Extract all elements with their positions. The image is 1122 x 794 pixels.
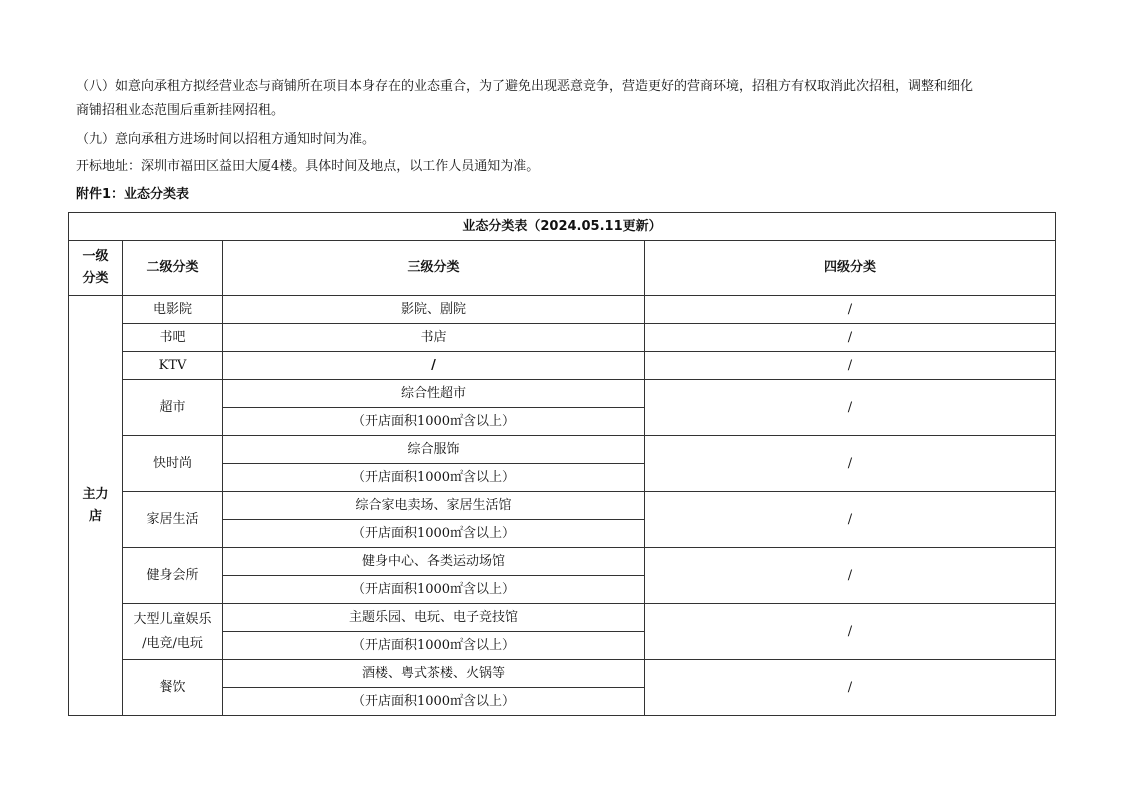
level2-cell: 超市	[123, 380, 223, 436]
level4-cell: /	[645, 492, 1056, 548]
level4-cell: /	[645, 548, 1056, 604]
table-row	[69, 296, 1056, 324]
level2-cell: 餐饮	[123, 660, 223, 716]
level3-note-cell: （开店面积1000㎡含以上）	[223, 632, 645, 660]
table-row	[69, 436, 1056, 464]
header-level1-line1: 一级	[82, 249, 109, 264]
level3-note-cell: （开店面积1000㎡含以上）	[223, 520, 645, 548]
table-row	[69, 604, 1056, 632]
header-level1	[69, 241, 123, 296]
level4-cell: /	[645, 380, 1056, 436]
level4-cell: /	[645, 324, 1056, 352]
level1-anchor-store	[69, 296, 123, 716]
level4-cell: /	[645, 660, 1056, 716]
level3-cell: 综合服饰	[223, 436, 645, 464]
level2-cell	[123, 604, 223, 660]
level3-cell: /	[223, 352, 645, 380]
level3-note-cell: （开店面积1000㎡含以上）	[223, 576, 645, 604]
level1-value-line1: 主力	[82, 486, 109, 502]
level4-cell: /	[645, 436, 1056, 492]
level4-cell: /	[645, 604, 1056, 660]
level2-line2: /电竞/电玩	[142, 635, 203, 651]
table-row	[69, 548, 1056, 576]
level2-cell: 家居生活	[123, 492, 223, 548]
header-level1-line2: 分类	[82, 271, 109, 286]
level3-note-cell: （开店面积1000㎡含以上）	[223, 688, 645, 716]
table-row	[69, 352, 1056, 380]
header-level3: 三级分类	[223, 241, 645, 296]
header-level2: 二级分类	[123, 241, 223, 296]
table-row	[69, 492, 1056, 520]
level3-cell: 书店	[223, 324, 645, 352]
level3-note-cell: （开店面积1000㎡含以上）	[223, 464, 645, 492]
level3-cell: 健身中心、各类运动场馆	[223, 548, 645, 576]
level2-cell: 书吧	[123, 324, 223, 352]
table-row	[69, 660, 1056, 688]
level3-cell: 主题乐园、电玩、电子竞技馆	[223, 604, 645, 632]
level1-value-line2: 店	[88, 508, 102, 524]
bid-opening-address: 开标地址：深圳市福田区益田大厦4楼。具体时间及地点，以工作人员通知为准。	[76, 159, 540, 174]
level2-cell: 电影院	[123, 296, 223, 324]
header-level4: 四级分类	[645, 241, 1056, 296]
level3-note-cell: （开店面积1000㎡含以上）	[223, 408, 645, 436]
level4-cell: /	[645, 296, 1056, 324]
level2-cell: 健身会所	[123, 548, 223, 604]
table-title: 业态分类表（2024.05.11更新）	[69, 213, 1056, 241]
business-category-table	[68, 212, 1056, 716]
level2-cell: KTV	[123, 352, 223, 380]
clause-9: （九）意向承租方进场时间以招租方通知时间为准。	[76, 132, 376, 147]
level3-cell: 综合性超市	[223, 380, 645, 408]
level2-cell: 快时尚	[123, 436, 223, 492]
level3-cell: 酒楼、粤式茶楼、火锅等	[223, 660, 645, 688]
clause-8-line-1: （八）如意向承租方拟经营业态与商铺所在项目本身存在的业态重合，为了避免出现恶意竞争，营造更好的营商环境，招租方有权取消此次招租，调整和细化	[76, 79, 974, 94]
clause-8-line-2: 商铺招租业态范围后重新挂网招租。	[76, 103, 285, 118]
attachment-heading: 附件1：业态分类表	[76, 187, 190, 202]
level4-cell: /	[645, 352, 1056, 380]
level3-cell: 综合家电卖场、家居生活馆	[223, 492, 645, 520]
level3-cell: 影院、剧院	[223, 296, 645, 324]
level2-line1: 大型儿童娱乐	[133, 611, 212, 627]
table-row	[69, 324, 1056, 352]
table-row	[69, 380, 1056, 408]
